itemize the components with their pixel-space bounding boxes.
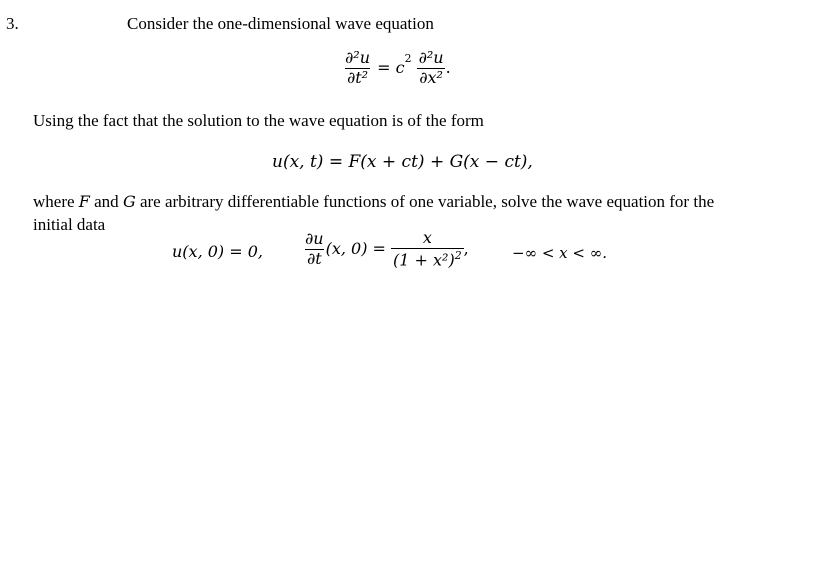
fact-sentence: Using the fact that the solution to the wave equation is of the form — [33, 111, 484, 130]
where-line-1 — [33, 192, 714, 212]
lhs-denominator: ∂t² — [346, 67, 369, 87]
velocity-value-fraction — [391, 230, 464, 269]
equation-period: . — [445, 57, 451, 77]
where-line-2: initial data — [33, 215, 106, 234]
wave-speed: c — [395, 57, 405, 77]
equals-sign: = — [377, 57, 391, 77]
velocity-comma: , — [463, 238, 469, 258]
dt-denominator: ∂t — [306, 248, 322, 268]
lhs-numerator: ∂²u — [345, 48, 370, 67]
initial-velocity — [303, 230, 469, 269]
velocity-derivative — [303, 231, 326, 268]
where-text-c: are arbitrary differentiable functions of one variable, solve the wave equation for the — [135, 192, 715, 211]
solution-form: u(x, t) = F(x + ct) + G(x − ct), — [272, 152, 533, 172]
where-text-a: where — [33, 192, 79, 211]
velocity-arguments: (x, 0) = — [325, 238, 386, 258]
wave-speed-exponent: 2 — [404, 52, 412, 66]
where-text-b: and — [89, 192, 123, 211]
rhs-fraction — [417, 50, 446, 87]
du-numerator: ∂u — [305, 229, 324, 249]
velocity-denominator: $(1 + x^2)^2$ — [393, 248, 462, 270]
rhs-denominator: ∂x² — [419, 67, 443, 87]
problem-intro: Consider the one-dimensional wave equation — [127, 14, 434, 33]
function-F: F — [78, 192, 90, 211]
function-G: G — [122, 192, 136, 211]
lhs-fraction — [343, 50, 372, 87]
wave-equation — [343, 50, 451, 87]
rhs-numerator: ∂²u — [418, 48, 444, 67]
domain-condition: −∞ < x < ∞. — [512, 244, 607, 262]
velocity-numerator: x — [422, 228, 432, 247]
problem-number: 3. — [6, 14, 19, 33]
initial-displacement: u(x, 0) = 0, — [172, 242, 264, 261]
